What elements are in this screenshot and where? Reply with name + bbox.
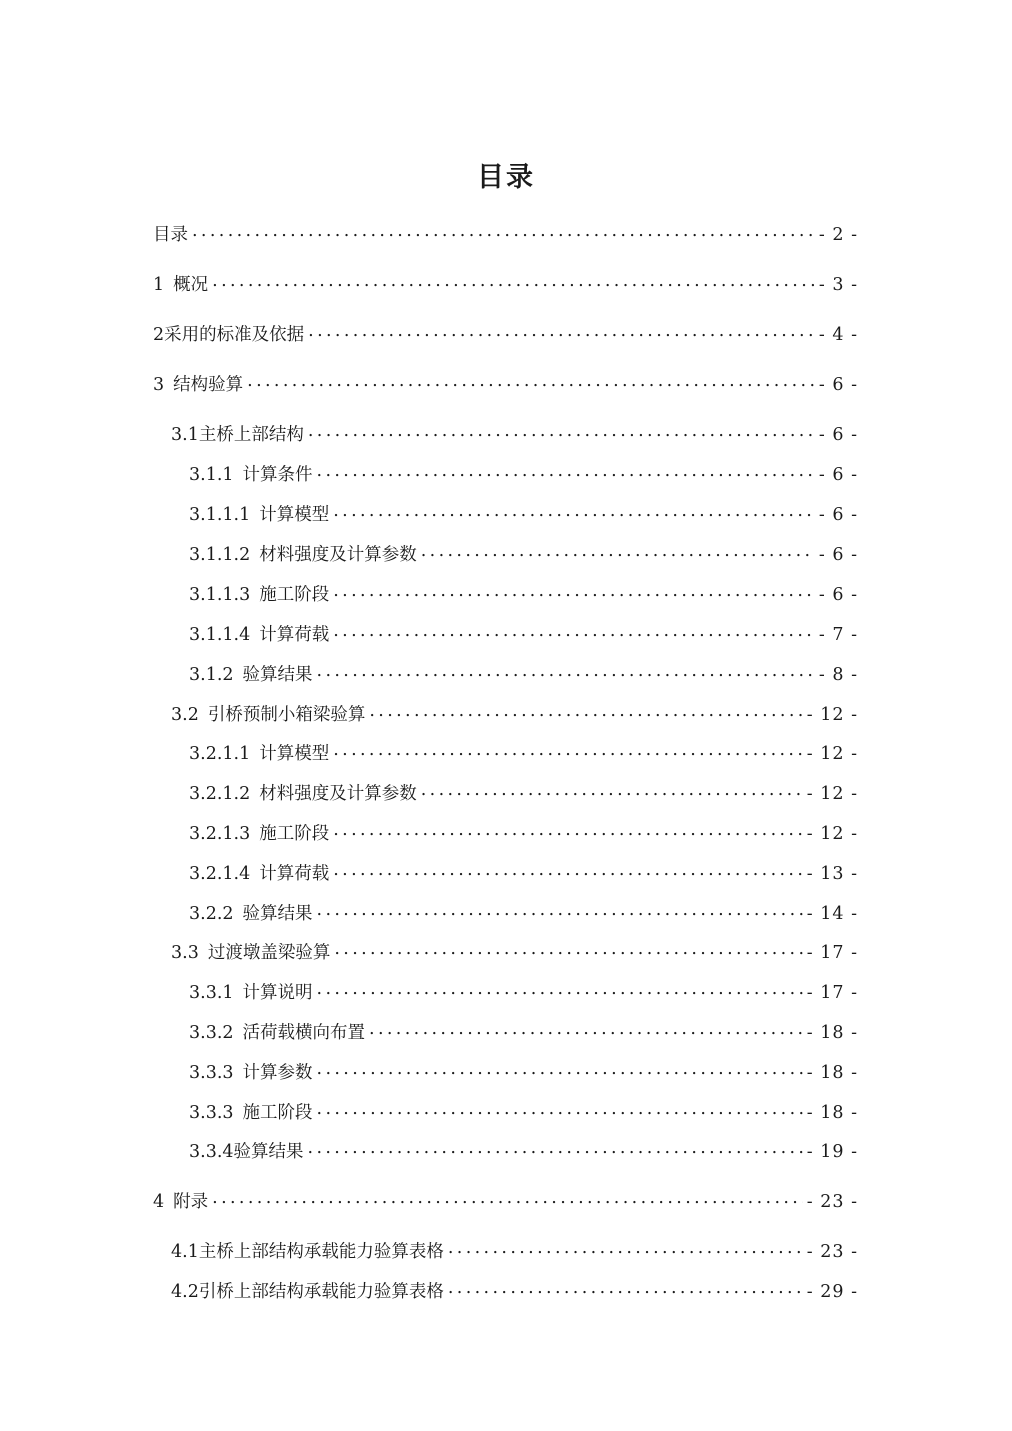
toc-entry[interactable] (153, 372, 858, 398)
toc-entry-title: 过渡墩盖梁验算 (207, 943, 331, 963)
toc-entry-page: - 6 - (818, 505, 858, 525)
toc-entry-page: - 3 - (818, 275, 858, 295)
toc-dot-leader (334, 940, 802, 958)
toc-entry-title: 主桥上部结构承载能力验算表格 (198, 1242, 444, 1262)
toc-dot-leader (212, 1189, 803, 1207)
toc-dot-leader (308, 422, 815, 440)
toc-dot-leader (317, 1100, 803, 1118)
toc-entry[interactable] (189, 582, 858, 608)
toc-entry-number: 3.3.3 (189, 1103, 234, 1123)
toc-entry-page: - 12 - (806, 744, 858, 764)
toc-entry-number: 3.3.3 (189, 1063, 234, 1083)
toc-entry-title: 计算参数 (242, 1063, 313, 1083)
toc-entry-page: - 12 - (806, 705, 858, 725)
toc-entry-title: 计算说明 (242, 983, 313, 1003)
toc-entry-number: 3.1.1.3 (189, 585, 251, 605)
toc-entry-number: 4 (153, 1192, 165, 1212)
toc-entry-page: - 7 - (818, 625, 858, 645)
toc-entry-title: 采用的标准及依据 (164, 325, 305, 345)
toc-entry-title: 主桥上部结构 (198, 425, 304, 445)
toc-entry[interactable] (189, 741, 858, 767)
toc-dot-leader (369, 1020, 803, 1038)
toc-entry[interactable] (171, 702, 858, 728)
toc-entry-title: 结构验算 (173, 375, 244, 395)
toc-dot-leader (192, 222, 815, 240)
toc-dot-leader (448, 1239, 803, 1257)
toc-entry-title: 验算结果 (242, 904, 313, 924)
toc-entry-page: - 6 - (818, 585, 858, 605)
toc-dot-leader (333, 582, 815, 600)
toc-entry-title: 验算结果 (242, 665, 313, 685)
toc-entry-number: 3.2.1.4 (189, 864, 251, 884)
toc-entry-title: 计算条件 (242, 465, 313, 485)
toc-entry-page: - 14 - (806, 904, 858, 924)
toc-entry-number: 2 (153, 325, 165, 345)
toc-dot-leader (317, 901, 803, 919)
toc-entry-title: 施工阶段 (259, 585, 330, 605)
toc-entry[interactable] (189, 1139, 858, 1165)
toc-entry-number: 4.2 (171, 1282, 199, 1302)
toc-entry-number: 3.3.1 (189, 983, 234, 1003)
toc-entry-page: - 12 - (806, 824, 858, 844)
toc-entry-number: 3.1.1.1 (189, 505, 251, 525)
toc-entry-page: - 23 - (806, 1192, 858, 1212)
toc-dot-leader (448, 1279, 803, 1297)
toc-entry-number: 3.3.2 (189, 1023, 234, 1043)
toc-entry-number: 3.1.1 (189, 465, 234, 485)
toc-entry-page: - 6 - (818, 425, 858, 445)
toc-entry-page: - 6 - (818, 545, 858, 565)
toc-entry[interactable] (171, 1239, 858, 1265)
toc-entry-number: 3 (153, 375, 165, 395)
toc-entry-number: 3.2.1.3 (189, 824, 251, 844)
toc-entry[interactable] (153, 272, 858, 298)
toc-entry-number: 3.2.1.2 (189, 784, 251, 804)
toc-entry-page: - 6 - (818, 465, 858, 485)
toc-entry-page: - 12 - (806, 784, 858, 804)
toc-dot-leader (333, 502, 815, 520)
toc-entry-page: - 18 - (806, 1063, 858, 1083)
toc-entry-title: 计算模型 (259, 744, 330, 764)
toc-entry-title: 计算荷载 (259, 625, 330, 645)
toc-entry[interactable] (189, 542, 858, 568)
toc-entry-number: 3.2.1.1 (189, 744, 251, 764)
toc-entry-page: - 29 - (806, 1282, 858, 1302)
toc-entry-title: 施工阶段 (259, 824, 330, 844)
toc-entry-title: 附录 (173, 1192, 209, 1212)
toc-dot-leader (212, 272, 815, 290)
toc-dot-leader (317, 980, 803, 998)
toc-entry-title: 概况 (173, 275, 209, 295)
toc-entry[interactable] (189, 1020, 858, 1046)
toc-entry[interactable] (153, 322, 858, 348)
toc-dot-leader (369, 702, 802, 720)
toc-entry-page: - 18 - (806, 1103, 858, 1123)
toc-entry-title: 引桥预制小箱梁验算 (207, 705, 366, 725)
toc-entry[interactable] (189, 781, 858, 807)
toc-entry-page: - 23 - (806, 1242, 858, 1262)
toc-entry-number: 1 (153, 275, 165, 295)
toc-entry-title: 活荷载横向布置 (242, 1023, 366, 1043)
toc-entry[interactable] (171, 1279, 858, 1305)
toc-dot-leader (421, 542, 815, 560)
toc-entry[interactable] (153, 1189, 858, 1215)
toc-dot-leader (333, 861, 803, 879)
toc-entry[interactable] (189, 622, 858, 648)
toc-dot-leader (421, 781, 803, 799)
toc-entry-page: - 4 - (818, 325, 858, 345)
toc-dot-leader (317, 462, 815, 480)
toc-entry-page: - 2 - (818, 225, 858, 245)
toc-entry-title: 施工阶段 (242, 1103, 313, 1123)
toc-dot-leader (333, 622, 815, 640)
toc-entry[interactable] (189, 901, 858, 927)
toc-entry-page: - 6 - (818, 375, 858, 395)
toc-dot-leader (308, 1139, 803, 1157)
toc-entry-number: 4.1 (171, 1242, 199, 1262)
page-title: 目录 (477, 162, 535, 193)
toc-entry[interactable] (189, 502, 858, 528)
toc-dot-leader (308, 322, 815, 340)
toc-entry-title: 计算模型 (259, 505, 330, 525)
toc-entry-title: 验算结果 (233, 1142, 304, 1162)
toc-entry-page: - 8 - (818, 665, 858, 685)
toc-entry-number: 3.1 (171, 425, 199, 445)
toc-entry[interactable] (189, 861, 858, 887)
toc-entry-number: 3.1.1.4 (189, 625, 251, 645)
toc-entry[interactable] (153, 222, 858, 248)
toc-dot-leader (317, 1060, 803, 1078)
toc-entry[interactable] (189, 1100, 858, 1126)
toc-dot-leader (317, 662, 815, 680)
toc-entry-page: - 17 - (806, 983, 858, 1003)
toc-dot-leader (247, 372, 815, 390)
toc-entry[interactable] (189, 462, 858, 488)
toc-entry[interactable] (189, 1060, 858, 1086)
toc-entry[interactable] (171, 422, 858, 448)
toc-entry-title: 计算荷载 (259, 864, 330, 884)
toc-entry[interactable] (189, 980, 858, 1006)
toc-entry-title: 目录 (153, 225, 188, 245)
toc-entry-page: - 18 - (806, 1023, 858, 1043)
toc-entry-title: 引桥上部结构承载能力验算表格 (198, 1282, 444, 1302)
toc-entry-title: 材料强度及计算参数 (259, 784, 417, 804)
toc-entry-number: 3.1.1.2 (189, 545, 251, 565)
toc-entry-number: 3.1.2 (189, 665, 234, 685)
toc-entry-number: 3.3 (171, 943, 199, 963)
toc-entry[interactable] (189, 821, 858, 847)
toc-entry[interactable] (171, 940, 858, 966)
toc-entry-title: 材料强度及计算参数 (259, 545, 417, 565)
toc-entry-number: 3.2 (171, 705, 199, 725)
toc-entry-page: - 13 - (806, 864, 858, 884)
toc-entry-number: 3.2.2 (189, 904, 234, 924)
toc-dot-leader (333, 741, 803, 759)
toc-entry-number: 3.3.4 (189, 1142, 234, 1162)
toc-entry-page: - 17 - (806, 943, 858, 963)
toc-dot-leader (333, 821, 803, 839)
toc-entry[interactable] (189, 662, 858, 688)
toc-entry-page: - 19 - (806, 1142, 858, 1162)
